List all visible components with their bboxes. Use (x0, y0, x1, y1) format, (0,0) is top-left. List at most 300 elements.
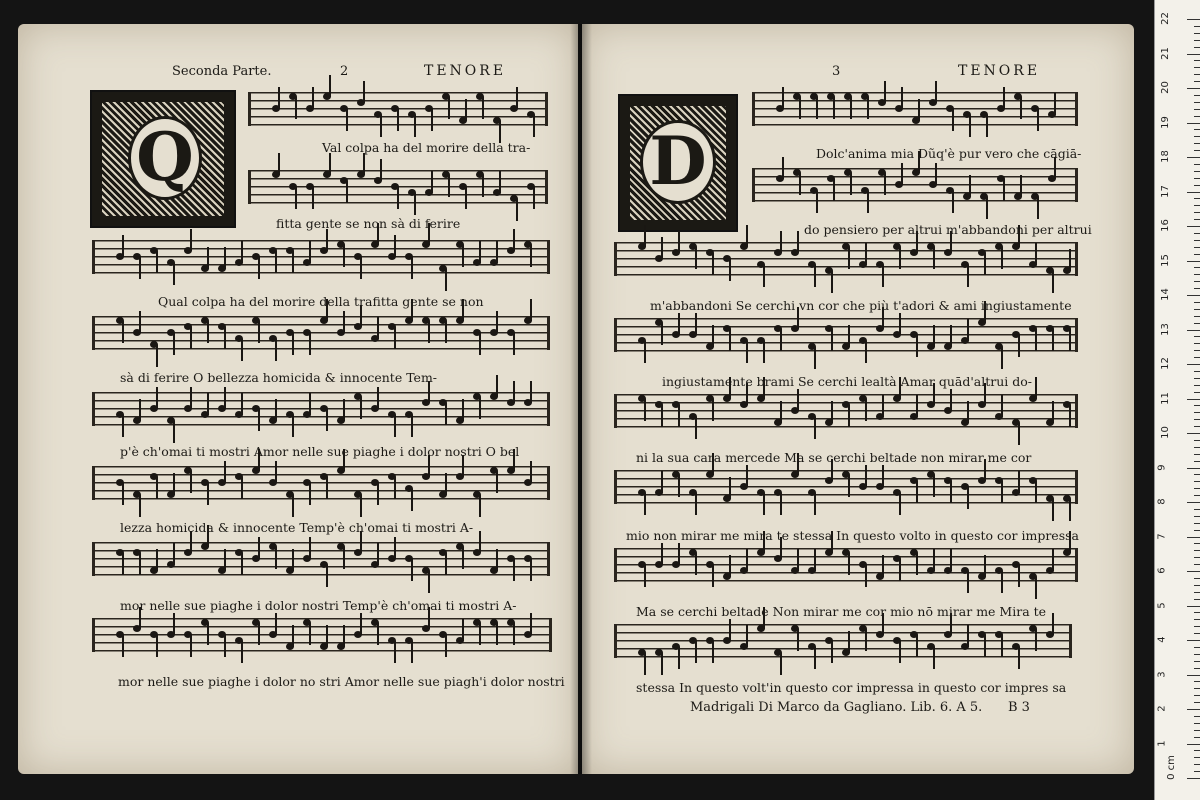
note-stem (411, 559, 413, 581)
music-staff (92, 542, 550, 576)
ruler-tick (1194, 723, 1200, 724)
ruler-tick (1194, 164, 1200, 165)
note-stem (122, 483, 124, 505)
note-stem (848, 631, 850, 653)
note-stem (241, 241, 243, 263)
note-stem (394, 477, 396, 499)
ruler-tick (1194, 557, 1200, 558)
note-stem (292, 549, 294, 571)
note-stem (644, 653, 646, 675)
note-stem (122, 635, 124, 657)
note-stem (799, 97, 801, 119)
note-stem (516, 87, 518, 109)
note-stem (695, 641, 697, 663)
note-stem (729, 329, 731, 351)
ruler-tick (1194, 288, 1200, 289)
note-stem (950, 549, 952, 571)
note-stem (950, 325, 952, 347)
ruler-number: 14 (1159, 288, 1171, 301)
note-stem (173, 613, 175, 635)
note-stem (865, 399, 867, 421)
music-staff (614, 624, 1072, 658)
note-stem (799, 173, 801, 195)
note-stem (831, 401, 833, 423)
note-stem (496, 549, 498, 571)
note-stem (207, 393, 209, 415)
note-stem (479, 333, 481, 355)
clef-bar (614, 624, 627, 658)
note-stem (1035, 329, 1037, 351)
note-stem (530, 381, 532, 403)
ruler-tick (1194, 461, 1200, 462)
note-stem (445, 635, 447, 657)
music-staff (248, 170, 548, 204)
note-stem (850, 97, 852, 119)
note-stem (309, 333, 311, 355)
note-stem (678, 313, 680, 335)
note-stem (309, 483, 311, 505)
note-stem (224, 387, 226, 409)
note-stem (139, 399, 141, 421)
ruler-tick (1194, 750, 1200, 751)
note-stem (916, 395, 918, 417)
note-stem (865, 629, 867, 651)
lyric-line: Dolc'anima mia Dũq'è pur vero che cāgiā- (816, 146, 1082, 161)
note-stem (343, 625, 345, 647)
ruler-tick (1194, 143, 1200, 144)
note-stem (831, 271, 833, 293)
note-stem (363, 81, 365, 103)
note-stem (935, 81, 937, 103)
note-stem (329, 75, 331, 97)
ruler-number: 17 (1159, 184, 1171, 198)
ruler-tick (1194, 267, 1200, 268)
note-stem (224, 247, 226, 269)
note-stem (343, 547, 345, 569)
note-stem (394, 641, 396, 663)
note-stem (916, 553, 918, 575)
note-stem (156, 549, 158, 571)
note-stem (644, 565, 646, 587)
ruler-tick (1194, 633, 1200, 634)
note-stem (967, 487, 969, 509)
note-stem (814, 493, 816, 515)
note-stem (326, 409, 328, 431)
note-stem (1052, 329, 1054, 351)
end-bar (547, 316, 550, 350)
note-stem (312, 187, 314, 209)
note-stem (173, 333, 175, 355)
note-stem (326, 477, 328, 499)
ruler-tick (1194, 302, 1200, 303)
note-stem (729, 477, 731, 499)
signature-mark: B 3 (1008, 700, 1030, 715)
ruler-tick (1194, 481, 1200, 482)
ruler-tick (1194, 350, 1200, 351)
music-staff (92, 240, 550, 274)
note-stem (678, 647, 680, 669)
note-stem (363, 153, 365, 175)
ruler-number: 12 (1159, 357, 1171, 370)
ruler-tick (1194, 543, 1200, 544)
ruler-tick (1187, 571, 1200, 572)
ruler-tick (1187, 54, 1200, 55)
ruler-tick (1194, 592, 1200, 593)
note-stem (462, 619, 464, 641)
ruler-tick (1194, 116, 1200, 117)
note-stem (729, 555, 731, 577)
ruler-tick (1194, 47, 1200, 48)
note-stem (139, 553, 141, 575)
note-stem (848, 247, 850, 269)
note-stem (292, 251, 294, 273)
note-stem (411, 415, 413, 437)
note-stem (712, 325, 714, 347)
ruler-tick (1187, 399, 1200, 400)
ruler-tick (1194, 81, 1200, 82)
ruler-tick (1187, 364, 1200, 365)
note-stem (797, 629, 799, 651)
note-stem (969, 115, 971, 137)
note-stem (1035, 629, 1037, 651)
clef-bar (92, 240, 105, 274)
note-stem (1069, 249, 1071, 271)
ruler-tick (1194, 281, 1200, 282)
ruler-tick (1187, 123, 1200, 124)
note-stem (831, 641, 833, 663)
ruler-tick (1194, 647, 1200, 648)
note-stem (661, 405, 663, 427)
ruler-tick (1194, 488, 1200, 489)
note-stem (712, 399, 714, 421)
note-stem (933, 247, 935, 269)
ruler-tick (1194, 578, 1200, 579)
ruler-tick (1194, 233, 1200, 234)
note-stem (1035, 243, 1037, 265)
ruler-tick (1194, 523, 1200, 524)
note-stem (1035, 577, 1037, 599)
note-stem (312, 87, 314, 109)
lyric-line: Val colpa ha del morire della tra- (322, 140, 531, 155)
note-stem (397, 109, 399, 131)
music-staff (614, 470, 1078, 504)
ruler-tick (1194, 60, 1200, 61)
note-stem (448, 175, 450, 197)
note-stem (139, 495, 141, 517)
note-stem (1037, 109, 1039, 131)
ruler-tick (1194, 737, 1200, 738)
note-stem (1037, 197, 1039, 219)
ruler-tick (1187, 640, 1200, 641)
clef-bar (248, 170, 261, 204)
note-stem (394, 415, 396, 437)
note-stem (746, 625, 748, 647)
note-stem (848, 475, 850, 497)
note-stem (712, 565, 714, 587)
note-stem (916, 335, 918, 357)
note-stem (377, 387, 379, 409)
note-stem (746, 225, 748, 247)
note-stem (882, 555, 884, 577)
note-stem (967, 571, 969, 593)
ruler-tick (1187, 744, 1200, 745)
note-stem (984, 555, 986, 577)
ruler-tick (1194, 40, 1200, 41)
note-stem (173, 473, 175, 495)
clef-bar (614, 548, 627, 582)
note-stem (1001, 347, 1003, 369)
note-stem (644, 399, 646, 421)
note-stem (865, 565, 867, 587)
ruler-tick (1194, 668, 1200, 669)
note-stem (122, 553, 124, 575)
note-stem (496, 241, 498, 263)
note-stem (122, 415, 124, 437)
clef-bar (614, 394, 627, 428)
note-stem (275, 251, 277, 273)
ruler-tick (1194, 392, 1200, 393)
ruler-number: 7 (1156, 532, 1168, 540)
music-staff (92, 618, 552, 652)
lyric-line: stessa In questo volt'in questo cor impressa in questo cor impres sa (636, 680, 1067, 695)
note-stem (831, 329, 833, 351)
lyric-line: ni la sua cara mercede Ma se cerchi beltade non mirar me cor (636, 450, 1032, 465)
note-stem (414, 193, 416, 215)
note-stem (275, 399, 277, 421)
note-stem (428, 571, 430, 593)
note-stem (241, 339, 243, 361)
note-stem (1052, 613, 1054, 635)
note-stem (292, 333, 294, 355)
note-stem (241, 477, 243, 499)
note-stem (122, 235, 124, 257)
note-stem (207, 247, 209, 269)
clef-bar (614, 318, 627, 352)
music-staff (248, 92, 548, 126)
ruler-tick (1187, 192, 1200, 193)
music-staff (752, 92, 1078, 126)
note-stem (258, 321, 260, 343)
ruler-number: 13 (1159, 322, 1171, 336)
ruler-number: 11 (1159, 391, 1171, 405)
note-stem (530, 613, 532, 635)
note-stem (411, 489, 413, 511)
end-bar (549, 618, 552, 652)
note-stem (797, 389, 799, 411)
note-stem (780, 493, 782, 515)
ruler-tick (1194, 309, 1200, 310)
note-stem (465, 187, 467, 209)
note-stem (712, 641, 714, 663)
ruler-tick (1194, 385, 1200, 386)
note-stem (901, 87, 903, 109)
note-stem (445, 269, 447, 291)
note-stem (816, 191, 818, 213)
note-stem (397, 187, 399, 209)
ruler-tick (1194, 405, 1200, 406)
music-staff (92, 392, 550, 426)
ruler-tick (1194, 716, 1200, 717)
note-stem (729, 619, 731, 641)
note-stem (933, 325, 935, 347)
note-stem (816, 97, 818, 119)
note-stem (516, 199, 518, 221)
lyric-line: do pensiero per altrui m'abbandoni per altrui (804, 222, 1092, 237)
note-stem (865, 243, 867, 265)
note-stem (1001, 571, 1003, 593)
clef-bar (614, 242, 627, 276)
note-stem (513, 623, 515, 645)
note-stem (309, 393, 311, 415)
note-stem (695, 417, 697, 439)
ruler-tick (1194, 599, 1200, 600)
end-bar (1075, 168, 1078, 202)
note-stem (986, 197, 988, 219)
note-stem (207, 321, 209, 343)
note-stem (984, 253, 986, 275)
note-stem (224, 549, 226, 571)
note-stem (258, 623, 260, 645)
note-stem (797, 549, 799, 571)
lyric-line: Qual colpa ha del morire della trafitta gente se non (158, 294, 484, 309)
ruler-number: 19 (1159, 115, 1171, 129)
clef-bar (92, 618, 105, 652)
ruler-tick (1194, 688, 1200, 689)
ruler-tick (1194, 171, 1200, 172)
note-stem (952, 109, 954, 131)
note-stem (933, 475, 935, 497)
music-staff (614, 242, 1078, 276)
note-stem (763, 493, 765, 515)
end-bar (1075, 318, 1078, 352)
note-stem (465, 99, 467, 121)
note-stem (746, 341, 748, 363)
clef-bar (92, 392, 105, 426)
ruler-tick (1194, 198, 1200, 199)
note-stem (275, 613, 277, 635)
note-stem (780, 401, 782, 423)
end-bar (545, 170, 548, 204)
ruler-number: 15 (1159, 253, 1171, 267)
note-stem (445, 473, 447, 495)
ruler-tick (1194, 240, 1200, 241)
note-stem (139, 311, 141, 333)
ruler-tick (1187, 330, 1200, 331)
ruler-number: 18 (1159, 150, 1171, 163)
note-stem (1020, 97, 1022, 119)
note-stem (814, 265, 816, 287)
note-stem (513, 229, 515, 251)
note-stem (343, 399, 345, 421)
ruler-tick (1194, 247, 1200, 248)
clef-bar (248, 92, 261, 126)
note-stem (882, 395, 884, 417)
ruler-tick (1194, 509, 1200, 510)
lyric-line: lezza homicida & innocente Temp'è ch'omai ti mostri A- (120, 520, 474, 535)
note-stem (448, 97, 450, 119)
lyric-line: fitta gente se non sà di ferire (276, 216, 461, 231)
music-staff (92, 466, 550, 500)
note-stem (173, 421, 175, 443)
note-stem (394, 537, 396, 559)
ruler-tick (1194, 440, 1200, 441)
note-stem (746, 465, 748, 487)
decorated-initial-left (90, 90, 236, 228)
note-stem (916, 635, 918, 657)
note-stem (377, 483, 379, 505)
note-stem (814, 549, 816, 571)
note-stem (295, 187, 297, 209)
note-stem (224, 635, 226, 657)
measuring-ruler (1154, 0, 1200, 800)
clef-bar (752, 168, 765, 202)
note-stem (275, 339, 277, 361)
note-stem (360, 613, 362, 635)
clef-bar (614, 470, 627, 504)
clef-bar (92, 466, 105, 500)
ruler-tick (1187, 226, 1200, 227)
note-stem (1052, 271, 1054, 293)
note-stem (935, 163, 937, 185)
decorated-initial-right (618, 94, 738, 232)
note-stem (309, 537, 311, 559)
end-bar (1075, 242, 1078, 276)
note-stem (661, 237, 663, 259)
ruler-tick (1194, 212, 1200, 213)
note-stem (1069, 499, 1071, 521)
ruler-tick (1194, 336, 1200, 337)
note-stem (882, 465, 884, 487)
end-bar (1069, 624, 1072, 658)
ruler-tick (1187, 261, 1200, 262)
note-stem (814, 347, 816, 369)
end-bar (1075, 548, 1078, 582)
note-stem (343, 311, 345, 333)
note-stem (360, 257, 362, 279)
left-voice-label: TENORE (424, 63, 507, 79)
ruler-tick (1194, 74, 1200, 75)
ruler-number: 2 (1156, 705, 1168, 712)
note-stem (1052, 401, 1054, 423)
note-stem (207, 623, 209, 645)
note-stem (1001, 247, 1003, 269)
ruler-number: 22 (1159, 12, 1171, 25)
note-stem (967, 625, 969, 647)
ruler-unit-label: 0 cm (1165, 755, 1177, 780)
note-stem (1035, 481, 1037, 503)
note-stem (411, 641, 413, 663)
note-stem (428, 321, 430, 343)
note-stem (884, 173, 886, 195)
ruler-tick (1194, 357, 1200, 358)
note-stem (1001, 635, 1003, 657)
note-stem (496, 375, 498, 397)
note-stem (309, 241, 311, 263)
note-stem (867, 191, 869, 213)
ruler-tick (1187, 295, 1200, 296)
ruler-number: 10 (1159, 426, 1171, 439)
ruler-tick (1194, 564, 1200, 565)
note-stem (1018, 335, 1020, 357)
left-page-number: 2 (340, 64, 349, 79)
note-stem (380, 159, 382, 181)
music-staff (92, 316, 550, 350)
note-stem (901, 163, 903, 185)
note-stem (644, 341, 646, 363)
lyric-line: mor nelle sue piaghe i dolor no stri Amor nelle sue piagh'i dolor nostri (118, 674, 565, 689)
note-stem (712, 253, 714, 275)
note-stem (746, 549, 748, 571)
